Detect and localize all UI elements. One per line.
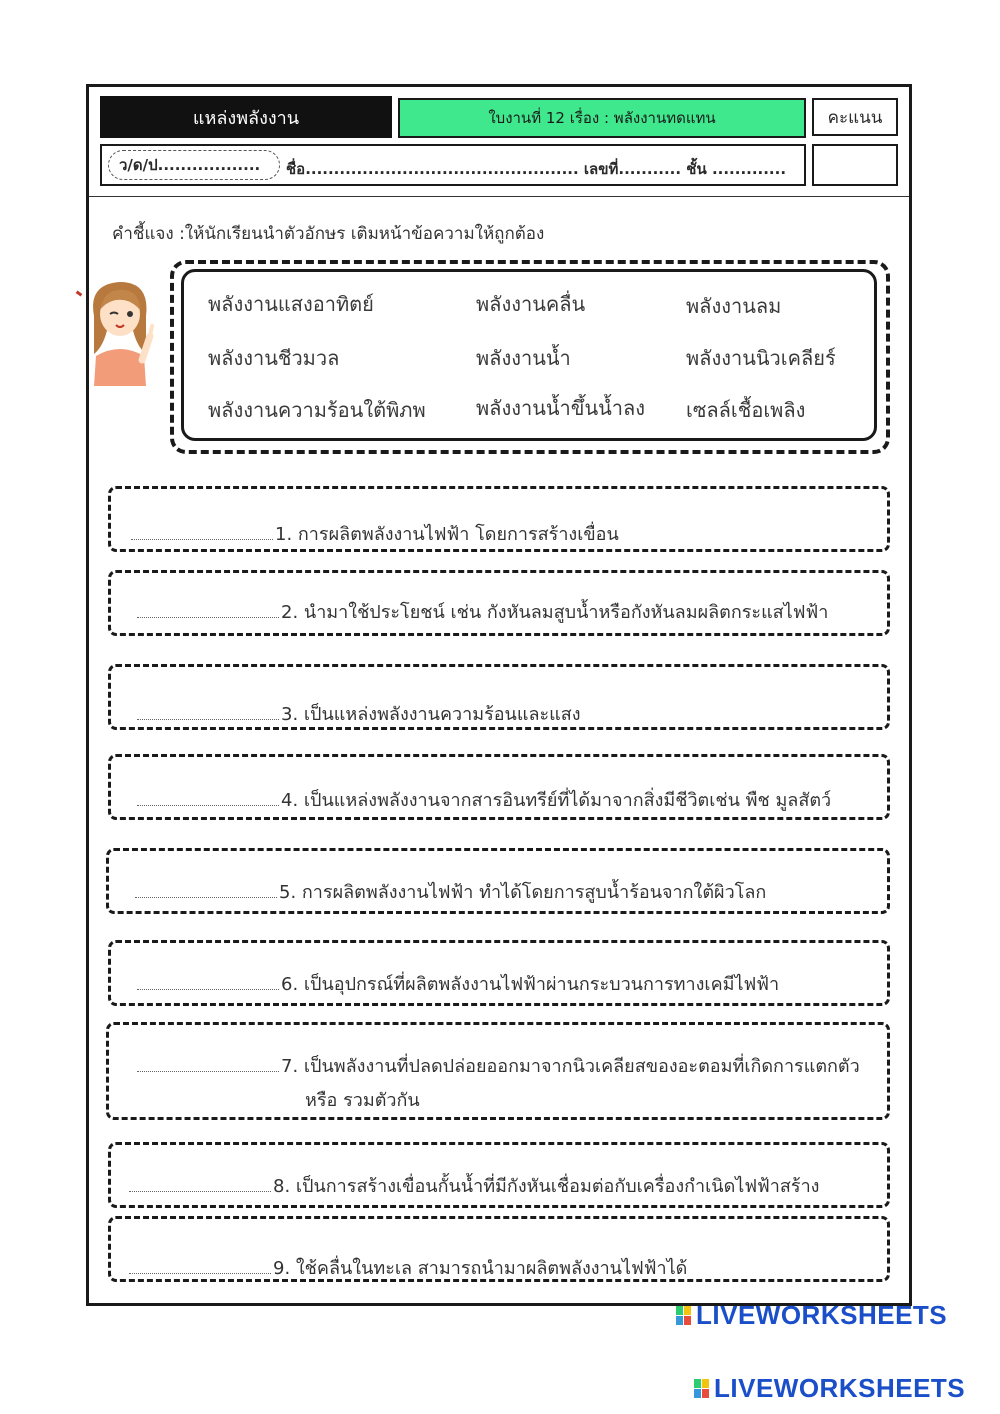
question-1-text: 1. การผลิตพลังงานไฟฟ้า โดยการสร้างเขื่อน <box>275 524 619 545</box>
word-bank-item: พลังงานนิวเคลียร์ <box>686 346 836 370</box>
answer-blank-5[interactable] <box>135 883 277 898</box>
question-box-7 <box>106 1022 890 1120</box>
answer-blank-4[interactable] <box>137 791 279 806</box>
liveworksheets-logo <box>676 1300 947 1331</box>
answer-blank-3[interactable] <box>137 705 279 720</box>
question-box-8 <box>108 1142 890 1208</box>
word-bank-item: พลังงานคลื่น <box>476 292 586 316</box>
question-box-4 <box>108 754 890 820</box>
question-6-text: 6. เป็นอุปกรณ์ที่ผลิตพลังงานไฟฟ้าผ่านกระบวนการทางเคมีไฟฟ้า <box>281 974 780 995</box>
answer-blank-6[interactable] <box>137 975 279 990</box>
question-7-text: 7. เป็นพลังงานที่ปลดปล่อยออกมาจากนิวเคลียสของอะตอมที่เกิดการแตกตัว <box>281 1056 860 1077</box>
question-7-text-line2: หรือ รวมตัวกัน <box>305 1090 420 1111</box>
liveworksheets-logo-text: LIVEWORKSHEETS <box>714 1373 966 1403</box>
word-bank-item: พลังงานลม <box>686 294 782 318</box>
question-2-text: 2. นำมาใช้ประโยชน์ เช่น กังหันลมสูบน้ำหรือกังหันลมผลิตกระแสไฟฟ้า <box>281 602 829 623</box>
question-box-3 <box>108 664 890 730</box>
question-9-text: 9. ใช้คลื่นในทะเล สามารถนำมาผลิตพลังงานไฟฟ้าได้ <box>273 1258 688 1279</box>
question-box-1 <box>108 486 890 552</box>
word-bank <box>181 269 877 441</box>
word-bank-item: เซลล์เชื้อเพลิง <box>686 398 806 422</box>
answer-blank-9[interactable] <box>129 1259 271 1274</box>
header-divider <box>89 196 909 197</box>
worksheet-title: ใบงานที่ 12 เรื่อง : พลังงานทดแทน <box>398 98 806 138</box>
score-box <box>812 144 898 186</box>
question-3-text: 3. เป็นแหล่งพลังงานความร้อนและแสง <box>281 704 581 725</box>
question-5-text: 5. การผลิตพลังงานไฟฟ้า ทำได้โดยการสูบน้ำร้อนจากใต้ผิวโลก <box>279 882 767 903</box>
word-bank-item: พลังงานน้ำขึ้นน้ำลง <box>476 396 646 420</box>
liveworksheets-logo-text: LIVEWORKSHEETS <box>696 1300 948 1330</box>
liveworksheets-logo <box>694 1373 965 1404</box>
word-bank-item: พลังงานน้ำ <box>476 346 571 370</box>
question-4-text: 4. เป็นแหล่งพลังงานจากสารอินทรีย์ที่ได้มาจากสิ่งมีชีวิตเช่น พืช มูลสัตว์ <box>281 790 832 811</box>
girl-pointing-illustration <box>80 276 162 386</box>
score-label: คะแนน <box>812 98 898 136</box>
name-number-class-field: ชื่อ................................................ เลขที่........... ชั้น ............. <box>286 160 787 178</box>
word-bank-item: พลังงานแสงอาทิตย์ <box>208 292 374 316</box>
instructions: คำชี้แจง :ให้นักเรียนนำตัวอักษร เติมหน้าข้อความให้ถูกต้อง <box>112 224 545 244</box>
answer-blank-1[interactable] <box>131 525 273 540</box>
answer-blank-8[interactable] <box>129 1177 271 1192</box>
word-bank-item: พลังงานชีวมวล <box>208 346 340 370</box>
answer-blank-7[interactable] <box>137 1057 279 1072</box>
question-8-text: 8. เป็นการสร้างเขื่อนกั้นน้ำที่มีกังหันเชื่อมต่อกับเครื่องกำเนิดไฟฟ้าสร้าง <box>273 1176 820 1197</box>
liveworksheets-icon <box>676 1306 692 1326</box>
answer-blank-2[interactable] <box>137 603 279 618</box>
student-info-row <box>100 144 806 186</box>
word-bank-item: พลังงานความร้อนใต้พิภพ <box>208 398 426 422</box>
question-box-2 <box>108 570 890 636</box>
question-box-6 <box>108 940 890 1006</box>
question-box-9 <box>108 1216 890 1282</box>
liveworksheets-icon <box>694 1379 710 1399</box>
category-label: แหล่งพลังงาน <box>100 96 392 138</box>
question-box-5 <box>106 848 890 914</box>
date-class-field: ว/ด/ป.................. <box>108 150 280 180</box>
